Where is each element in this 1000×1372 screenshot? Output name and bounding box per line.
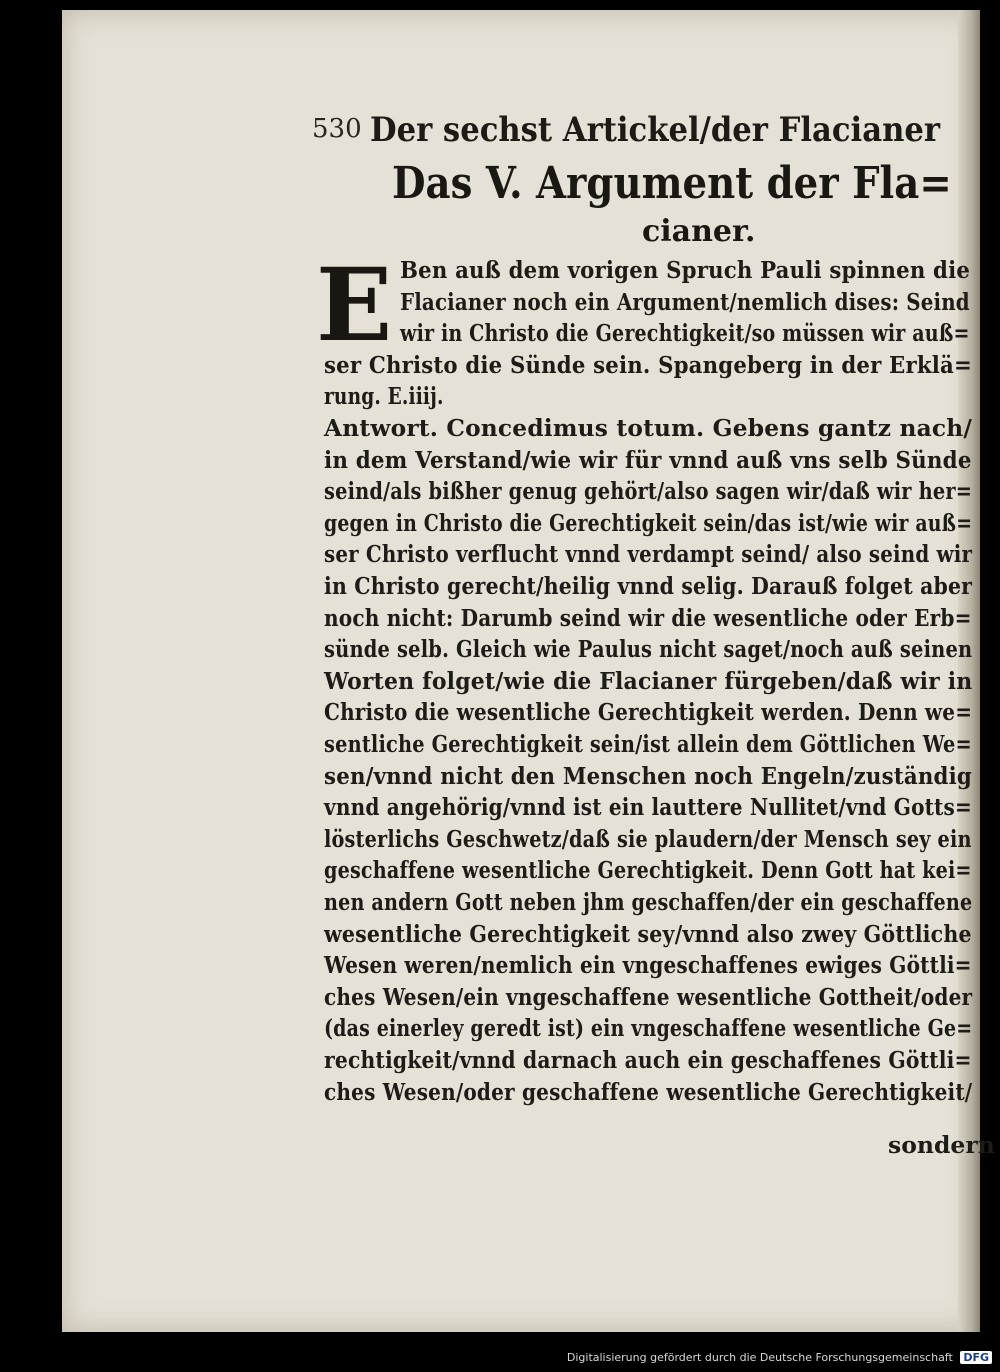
text-line: Flacianer noch ein Argument/nemlich dises: Seind: [400, 287, 970, 316]
book-page: [62, 10, 995, 1332]
dfg-logo: DFG: [960, 1351, 992, 1364]
text-line: ser Christo die Sünde sein. Spangeberg in der Erklä=: [324, 350, 972, 379]
digitization-credit: [567, 1351, 992, 1364]
catchword: sondern: [888, 1131, 995, 1159]
text-line: nen andern Gott neben jhm geschaffen/der ein geschaffene: [324, 888, 973, 916]
section-title-continued: cianer.: [642, 214, 756, 249]
text-line: lösterlichs Geschwetz/daß sie plaudern/der Mensch sey ein: [324, 824, 972, 853]
text-line: Antwort. Concedimus totum. Gebens gantz nach/: [324, 414, 973, 442]
drop-initial: E: [316, 246, 393, 364]
text-line: gegen in Christo die Gerechtigkeit sein/das ist/wie wir auß=: [324, 508, 973, 537]
text-line: Ben auß dem vorigen Spruch Pauli spinnen die: [400, 256, 971, 284]
text-line: Christo die wesentliche Gerechtigkeit werden. Denn we=: [324, 698, 973, 727]
text-line: in Christo gerecht/heilig vnnd selig. Darauß folget aber: [324, 572, 973, 600]
text-line: ser Christo verflucht vnnd verdampt seind/ also seind wir: [324, 540, 973, 569]
text-line: (das einerley geredt ist) ein vngeschaffene wesentliche Ge=: [324, 1014, 973, 1043]
credit-text: Digitalisierung gefördert durch die Deutsche Forschungsgemeinschaft: [566, 1351, 953, 1364]
text-line: rung. E.iiij.: [324, 382, 444, 411]
text-line: vnnd angehörig/vnnd ist ein lauttere Nullitet/vnd Gotts=: [324, 793, 972, 822]
text-line: rechtigkeit/vnnd darnach auch ein geschaffenes Göttli=: [324, 1046, 972, 1074]
page-number: 530: [312, 114, 362, 144]
text-line: wesentliche Gerechtigkeit sey/vnnd also zwey Göttliche: [324, 919, 972, 948]
body-text: [62, 10, 980, 1332]
text-line: sen/vnnd nicht den Menschen noch Engeln/zuständig: [324, 761, 973, 790]
text-line: ches Wesen/oder geschaffene wesentliche Gerechtigkeit/: [324, 1077, 973, 1106]
text-line: sentliche Gerechtigkeit sein/ist allein dem Göttlichen We=: [324, 730, 972, 758]
text-line: geschaffene wesentliche Gerechtigkeit. Denn Gott hat kei=: [324, 856, 972, 885]
text-line: Worten folget/wie die Flacianer fürgeben/daß wir in: [324, 666, 973, 695]
text-line: seind/als bißher genug gehört/also sagen wir/daß wir her=: [324, 477, 973, 506]
text-line: ches Wesen/ein vngeschaffene wesentliche Gottheit/oder: [324, 982, 973, 1011]
text-line: in dem Verstand/wie wir für vnnd auß vns selb Sünde: [324, 445, 972, 474]
running-head: Der sechst Artickel/der Flacianer: [370, 110, 941, 150]
section-title: Das V. Argument der Fla=: [392, 158, 952, 209]
text-line: Wesen weren/nemlich ein vngeschaffenes ewiges Göttli=: [324, 951, 972, 980]
text-line: wir in Christo die Gerechtigkeit/so müssen wir auß=: [400, 319, 970, 348]
text-line: sünde selb. Gleich wie Paulus nicht saget/noch auß seinen: [324, 635, 973, 664]
text-line: noch nicht: Darumb seind wir die wesentliche oder Erb=: [324, 603, 972, 632]
